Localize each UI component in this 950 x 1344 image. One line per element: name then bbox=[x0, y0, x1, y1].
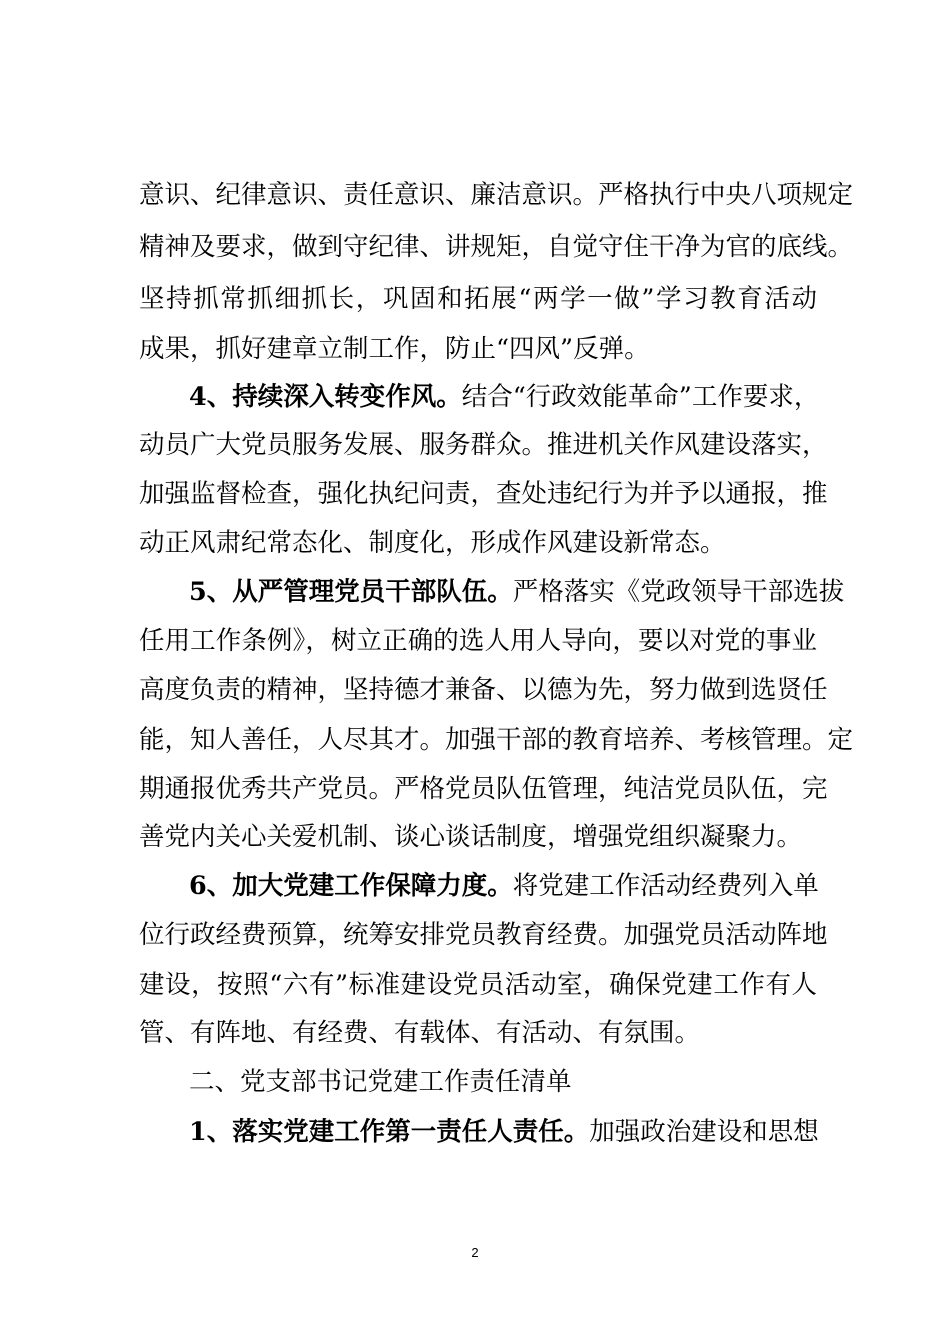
line-text: 建设，按照“六有”标准建设党员活动室，确保党建工作有人 bbox=[139, 970, 817, 1000]
line-text: 管、有阵地、有经费、有载体、有活动、有氛围。 bbox=[139, 1018, 701, 1048]
section-heading-paragraph bbox=[189, 861, 817, 911]
line-text: 能，知人善任，人尽其才。加强干部的教育培养、考核管理。定 bbox=[139, 725, 854, 755]
line-text: 成果，抓好建章立制工作，防止“四风”反弹。 bbox=[139, 334, 650, 364]
page-number: 2 bbox=[471, 1245, 479, 1260]
line-text: 结合“行政效能革命”工作要求， bbox=[461, 382, 820, 412]
line-text: 加强监督检查，强化执纪问责，查处违纪行为并予以通报，推 bbox=[139, 479, 828, 509]
line-text: 善党内关心关爱机制、谈心谈话制度，增强党组织凝聚力。 bbox=[139, 822, 803, 852]
line-text: 意识、纪律意识、责任意识、廉洁意识。严格执行中央八项规定 bbox=[139, 180, 854, 210]
section-heading: 5、从严管理党员干部队伍。 bbox=[189, 577, 513, 607]
line-text: 严格落实《党政领导干部选拔 bbox=[512, 577, 845, 607]
body-text-line bbox=[139, 420, 828, 470]
section-heading-paragraph bbox=[189, 567, 845, 617]
line-text: 动员广大党员服务发展、服务群众。推进机关作风建设落实， bbox=[139, 430, 828, 460]
section-heading-paragraph bbox=[189, 372, 820, 422]
line-text: 动正风肃纪常态化、制度化，形成作风建设新常态。 bbox=[139, 528, 726, 558]
section-heading: 6、加大党建工作保障力度。 bbox=[189, 871, 513, 901]
body-text-line bbox=[139, 222, 854, 272]
body-text-line bbox=[139, 665, 828, 715]
body-text-line bbox=[139, 274, 817, 324]
line-text: 位行政经费预算，统筹安排党员教育经费。加强党员活动阵地 bbox=[139, 920, 828, 950]
line-text: 将党建工作活动经费列入单 bbox=[512, 871, 819, 901]
line-text: 高度负责的精神，坚持德才兼备、以德为先，努力做到选贤任 bbox=[139, 675, 828, 705]
body-text-line bbox=[139, 960, 817, 1010]
line-text: 精神及要求，做到守纪律、讲规矩，自觉守住干净为官的底线。 bbox=[139, 232, 854, 262]
body-text-line bbox=[139, 616, 817, 666]
section-heading: 1、落实党建工作第一责任人责任。 bbox=[189, 1117, 590, 1147]
body-text-line bbox=[139, 812, 817, 862]
body-text-line bbox=[139, 469, 828, 519]
body-text-line bbox=[139, 1008, 817, 1058]
chapter-heading bbox=[189, 1057, 817, 1107]
line-text: 任用工作条例》，树立正确的选人用人导向，要以对党的事业 bbox=[139, 626, 817, 656]
body-text-line bbox=[139, 324, 817, 374]
section-heading: 4、持续深入转变作风。 bbox=[189, 382, 462, 412]
body-text-line bbox=[139, 764, 828, 814]
line-text: 坚持抓常抓细抓长，巩固和拓展“两学一做”学习教育活动 bbox=[139, 284, 817, 314]
line-text: 期通报优秀共产党员。严格党员队伍管理，纯洁党员队伍，完 bbox=[139, 774, 828, 804]
section-heading-paragraph bbox=[189, 1107, 817, 1157]
body-text-line bbox=[139, 518, 817, 568]
body-text-line bbox=[139, 715, 854, 765]
line-text: 加强政治建设和思想 bbox=[589, 1117, 819, 1147]
line-text: 二、党支部书记党建工作责任清单 bbox=[189, 1067, 572, 1097]
body-text-line bbox=[139, 910, 828, 960]
body-text-line bbox=[139, 170, 854, 220]
